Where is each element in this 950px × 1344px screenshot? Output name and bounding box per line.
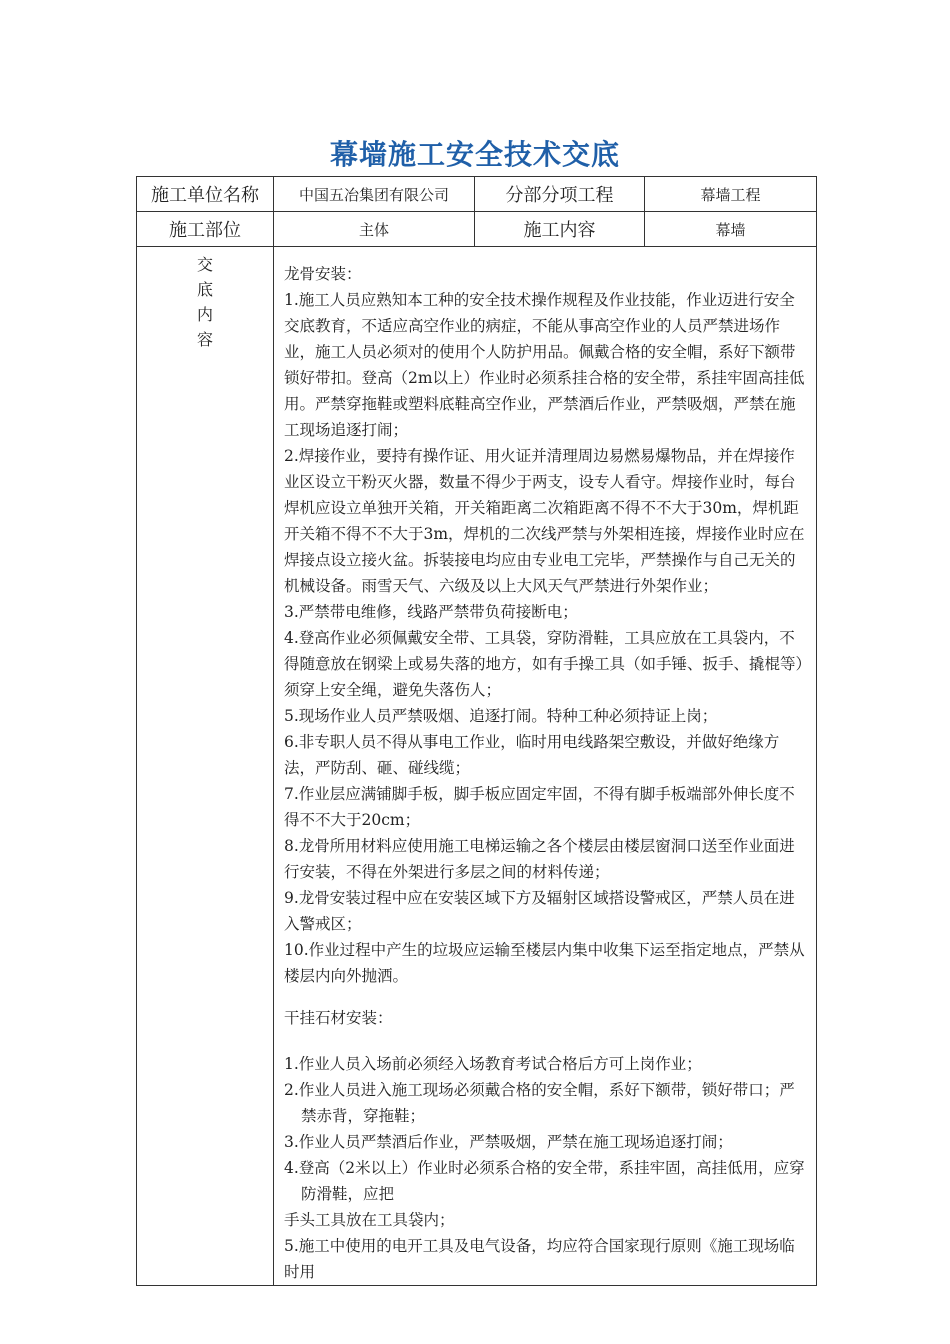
keel-item: 6.非专职人员不得从事电工作业，临时用电线路架空敷设，并做好绝缘方法，严防刮、砸、碰线缆； — [284, 733, 780, 777]
construction-unit-label: 施工单位名称 — [137, 177, 274, 212]
header-row-1 — [137, 177, 817, 212]
construction-location-value: 主体 — [274, 212, 475, 247]
construction-location-label: 施工部位 — [137, 212, 274, 247]
document-title: 幕墙施工安全技术交底 — [329, 138, 620, 171]
keel-item: 8.龙骨所用材料应使用施工电梯运输之各个楼层由楼层窗洞口送至作业面进行安装，不得在外架进行多层之间的材料传递； — [284, 837, 795, 881]
keel-item: 10.作业过程中产生的垃圾应运输至楼层内集中收集下运至指定地点，严禁从楼层内向外抛洒。 — [284, 941, 805, 985]
side-label-char: 交 — [196, 255, 213, 274]
stone-item: 5.施工中使用的电开工具及电气设备，均应符合国家现行原则《施工现场临时用 — [284, 1237, 795, 1281]
keel-item: 7.作业层应满铺脚手板，脚手板应固定牢固，不得有脚手板端部外伸长度不得不不大于20cm； — [284, 785, 795, 829]
keel-item: 2.焊接作业，要持有操作证、用火证并清理周边易燃易爆物品，并在焊接作业区设立干粉灭火器，数量不得少于两支，设专人看守。焊接作业时，每台焊机应设立单独开关箱，开关箱距离二次箱距离不得不不大于30m，焊机距开关箱不得不不大于3m，焊机的二次线严禁与外架相连接，焊接作业时应在焊接点设立接火盆。拆装接电均应由专业电工完毕，严禁操作与自己无关的机械设备。雨雪天气、六级及以上大风天气严禁进行外架作业； — [284, 447, 805, 595]
construction-unit-value: 中国五冶集团有限公司 — [274, 177, 475, 212]
keel-item: 4.登高作业必须佩戴安全带、工具袋，穿防滑鞋，工具应放在工具袋内，不得随意放在钢梁上或易失落的地方，如有手操工具（如手锤、扳手、撬棍等）须穿上安全绳，避免失落伤人； — [284, 629, 804, 699]
construction-content-label: 施工内容 — [475, 212, 645, 247]
sub-project-label: 分部分项工程 — [475, 177, 645, 212]
section-stone-title: 干挂石材安装： — [284, 1009, 393, 1027]
side-label-char: 容 — [196, 330, 213, 349]
side-label-char: 内 — [196, 305, 213, 324]
construction-content-value: 幕墙 — [645, 212, 817, 247]
sub-project-value: 幕墙工程 — [645, 177, 817, 212]
stone-item: 1.作业人员入场前必须经入场教育考试合格后方可上岗作业； — [284, 1055, 702, 1073]
stone-item: 4.登高（2米以上）作业时必须系合格的安全带，系挂牢固，高挂低用，应穿防滑鞋，应把 — [284, 1159, 805, 1203]
disclosure-content-body — [274, 247, 817, 1286]
keel-item: 5.现场作业人员严禁吸烟、追逐打闹。特种工种必须持证上岗； — [284, 707, 718, 725]
disclosure-form-table — [136, 176, 817, 1286]
stone-item: 3.作业人员严禁酒后作业，严禁吸烟，严禁在施工现场追逐打闹； — [284, 1133, 733, 1151]
stone-item: 2.作业人员进入施工现场必须戴合格的安全帽，系好下额带，锁好带口；严禁赤背，穿拖鞋； — [284, 1081, 795, 1125]
stone-item: 手头工具放在工具袋内； — [284, 1211, 455, 1229]
keel-item: 9.龙骨安装过程中应在安装区域下方及辐射区域搭设警戒区，严禁人员在进入警戒区； — [284, 889, 795, 933]
keel-item: 1.施工人员应熟知本工种的安全技术操作规程及作业技能，作业迈进行安全交底教育，不适应高空作业的病症，不能从事高空作业的人员严禁进场作业，施工人员必须对的使用个人防护用品。佩戴合格的安全帽，系好下额带锁好带扣。登高（2m以上）作业时必须系挂合格的安全带，系挂牢固高挂低用。严禁穿拖鞋或塑料底鞋高空作业，严禁酒后作业，严禁吸烟，严禁在施工现场追逐打闹； — [284, 291, 805, 439]
side-label-char: 底 — [196, 280, 213, 299]
content-row — [137, 247, 817, 1286]
header-row-2 — [137, 212, 817, 247]
section-keel-title: 龙骨安装： — [284, 265, 362, 283]
disclosure-content-label — [137, 247, 274, 1286]
keel-item: 3.严禁带电维修，线路严禁带负荷接断电； — [284, 603, 578, 621]
